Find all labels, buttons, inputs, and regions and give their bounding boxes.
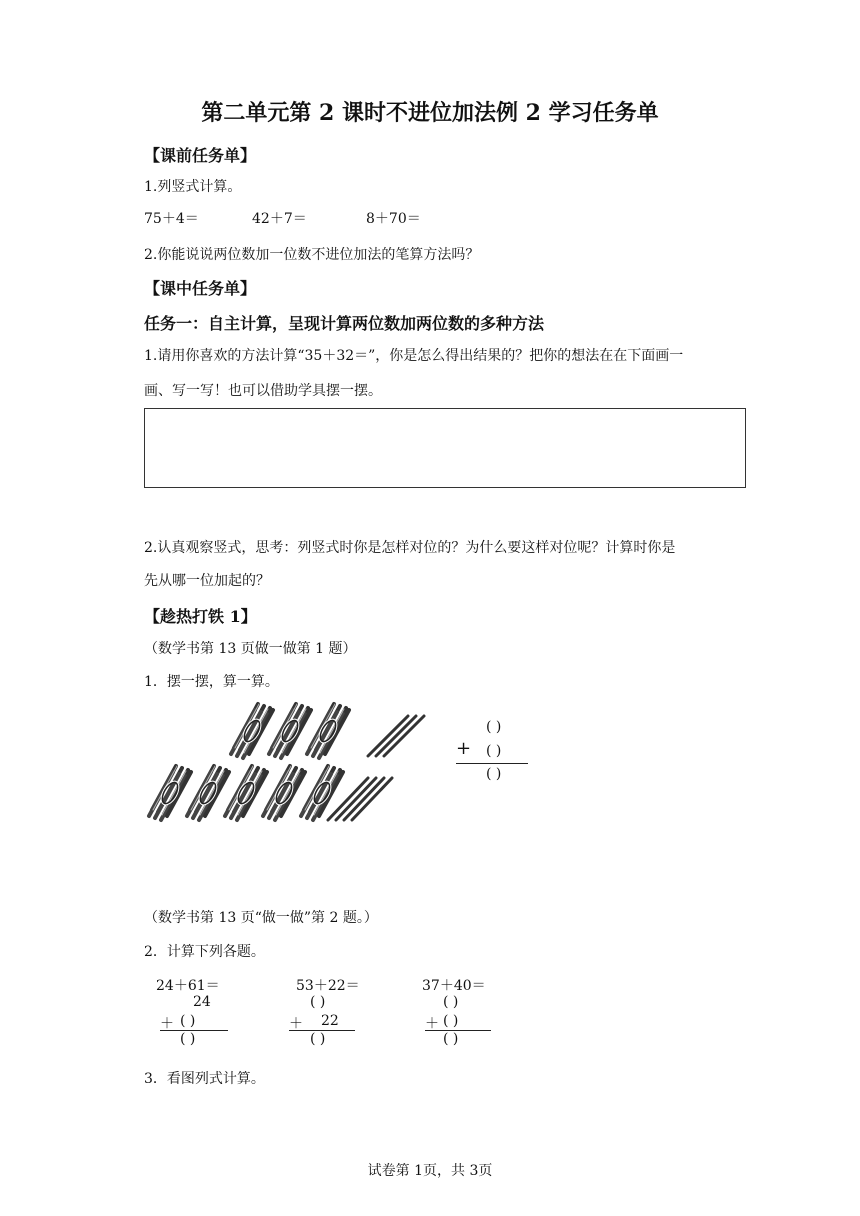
vertical1-bottom: ( ) [486,766,502,782]
problem-2-result: ( ) [310,1031,326,1047]
pre-class-q1: 1.列竖式计算。 [144,179,242,195]
problem-1-expr: 24＋61＝ [156,978,220,994]
problem-3-result: ( ) [443,1031,459,1047]
practice-item-2: 2．计算下列各题。 [144,944,265,960]
in-class-q2-line1: 2.认真观察竖式，思考：列竖式时你是怎样对位的？为什么要这样对位呢？计算时你是 [144,540,676,556]
task1-title: 任务一：自主计算，呈现计算两位数加两位数的多种方法 [144,314,545,333]
in-class-heading: 【课中任务单】 [144,279,257,298]
in-class-q1-line2: 画、写一写！也可以借助学具摆一摆。 [144,383,382,399]
problem-3-plus: ＋ [425,1016,439,1032]
exercise-1: 75＋4＝ [144,211,199,227]
practice-source-2: （数学书第 13 页“做一做”第 2 题。） [144,910,378,926]
vertical1-plus: + [456,738,472,759]
problem-1-plus: ＋ [160,1016,174,1032]
problem-1-top: 24 [193,994,211,1010]
pre-class-heading: 【课前任务单】 [144,146,257,165]
practice-heading: 【趁热打铁 1】 [144,607,257,626]
problem-2-second: 22 [321,1013,339,1029]
vertical1-mid: ( ) [486,743,502,759]
problem-3-top: ( ) [443,994,459,1010]
problem-1-second: ( ) [180,1013,196,1029]
answer-box[interactable] [144,408,746,488]
vertical1-line [456,763,528,764]
problem-1-result: ( ) [180,1031,196,1047]
problem-2-top: ( ) [310,994,326,1010]
page-footer: 试卷第 1页，共 3页 [367,1163,493,1179]
exercise-3: 8＋70＝ [366,211,421,227]
practice-source-1: （数学书第 13 页做一做第 1 题） [144,641,357,657]
practice-item-1: 1．摆一摆，算一算。 [144,674,279,690]
problem-3-second: ( ) [443,1013,459,1029]
in-class-q1-line1: 1.请用你喜欢的方法计算“35＋32＝”，你是怎么得出结果的？把你的想法在在下面画一 [144,348,684,364]
vertical1-top: ( ) [486,719,502,735]
exercise-2: 42＋7＝ [252,211,307,227]
practice-item-3: 3．看图列式计算。 [144,1071,265,1087]
problem-2-plus: ＋ [289,1016,303,1032]
stick-bundles-image [140,700,450,830]
in-class-q2-line2: 先从哪一位加起的？ [144,573,270,589]
problem-3-expr: 37＋40＝ [422,978,486,994]
problem-2-expr: 53＋22＝ [296,978,360,994]
page-title: 第二单元第 2 课时不进位加法例 2 学习任务单 [201,100,659,126]
pre-class-q2: 2.你能说说两位数加一位数不进位加法的笔算方法吗？ [144,247,480,263]
